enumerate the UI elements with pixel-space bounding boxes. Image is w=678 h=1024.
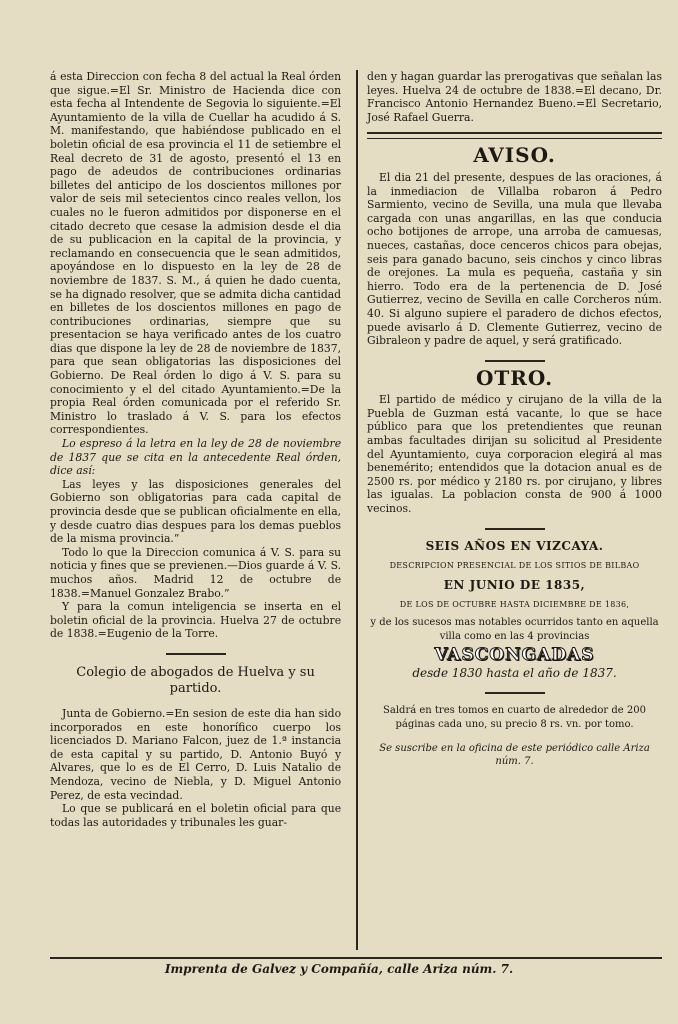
right-column — [364, 70, 662, 950]
junta-text: Junta de Gobierno.=En sesion de este dia han sido incorporados en este honorífico cuerpo los licenciados D. Mariano Falcon, juez de 1.ª instancia de esta capital y su partido, D. Antonio Buyó y Alvares, que lo es de El Cerro, D. Luis Natalio de Mendoza, vecino de Niebla, y D. Miguel Antonio Perez, de esta vecindad. — [50, 706, 342, 802]
otro-title: OTRO. — [475, 365, 554, 390]
column-divider — [356, 70, 358, 950]
subscription-note: Se suscribe en la oficina de este periódico calle Ariza núm. 7. — [379, 742, 650, 768]
section-divider — [166, 653, 226, 655]
otro-divider — [485, 360, 545, 362]
law-quote: Las leyes y las disposiciones generales del Gobierno son obligatorias para cada capital de provincia desde que se publican oficialmente en ella, y desde cuatro dias despues para los demas pueblos de la misma provincia.” — [50, 477, 342, 546]
aviso-rule — [367, 132, 662, 139]
book-subtitle-1: DESCRIPCION PRESENCIAL DE LOS SITIOS DE BILBAO — [389, 561, 640, 571]
book-subtitle-2: EN JUNIO DE 1835, — [443, 577, 586, 592]
insertion-note: Y para la comun inteligencia se inserta en el boletin oficial de la provincia. Huelva 27 de octubre de 1838.=Eugenio de la Torre. — [50, 600, 342, 641]
imprint-footer: Imprenta de Galvez y Compañía, calle Ariza núm. 7. — [164, 962, 514, 976]
book-subtitle-4: y de los sucesos mas notables ocurridos tanto en aquella villa como en las 4 provincias — [370, 617, 659, 642]
book-subtitle-6: desde 1830 hasta el año de 1837. — [412, 665, 617, 680]
book-subtitle-3: DE LOS DE OCTUBRE HASTA DICIEMBRE DE 1836, — [399, 600, 630, 610]
section-title: Colegio de abogados de Huelva y su partido. — [76, 664, 315, 696]
book-info-divider — [485, 692, 545, 694]
book-info: Saldrá en tres tomos en cuarto de alrededor de 200 páginas cada uno, su precio 8 rs. vn. por tomo. — [383, 705, 646, 730]
columns — [50, 70, 662, 950]
book-divider — [485, 528, 545, 530]
book-title: SEIS AÑOS EN VIZCAYA. — [425, 538, 604, 553]
law-quote-intro: Lo espreso á la letra en la ley de 28 de noviembre de 1837 que se cita en la antecedente Real órden, dice así: — [50, 437, 342, 478]
aviso-title: AVISO. — [473, 143, 556, 168]
book-subtitle-5: VASCONGADAS — [434, 645, 595, 666]
left-column — [50, 70, 350, 950]
otro-text: El partido de médico y cirujano de la villa de la Puebla de Guzman está vacante, lo que se hace público para que los pretendientes que reunan ambas facultades dirijan su solicitud al Presidente del Ayuntamiento, cuya corporacion elegirá al mas benemérito; entendidos que la dotacion anual es de 2500 rs. por médico y 2180 rs. por cirujano, y libres las igualas. La poblacion consta de 900 á 1000 vecinos. — [367, 393, 662, 516]
continuation-text: den y hagan guardar las prerogativas que señalan las leyes. Huelva 24 de octubre de 1838.=El decano, Dr. Francisco Antonio Hernandez Bueno.=El Secretario, José Rafael Guerra. — [367, 70, 662, 124]
footer-rule — [50, 957, 662, 959]
publication-note: Lo que se publicará en el boletin oficial para que todas las autoridades y tribunales les guar- — [50, 802, 342, 829]
direccion-communication: Todo lo que la Direccion comunica á V. S. para su noticia y fines que se previenen.—Dios guarde á V. S. muchos años. Madrid 12 de octubre de 1838.=Manuel Gonzalez Brabo.” — [50, 545, 342, 600]
aviso-text: El dia 21 del presente, despues de las oraciones, á la inmediacion de Villalba robaron á Pedro Sarmiento, vecino de Sevilla, una mula que llevaba cargada con unas angarillas, en las que conducia ocho botijones de arrope, una arroba de camuesas, nueces, castañas, doce cenceros chicos para obejas, seis para ganado bacuno, seis cinchos y cinco libras de orejones. La mula es pequeña, castaña y sin hierro. Todo era de la pertenencia de D. José Gutierrez, vecino de Sevilla en calle Corcheros núm. 40. Si alguno supiere el paradero de dichos efectos, puede avisarlo á D. Clemente Gutierrez, vecino de Gibraleon y padre de aquel, y será gratificado. — [367, 170, 662, 348]
royal-order-text: á esta Direccion con fecha 8 del actual la Real órden que sigue.=El Sr. Ministro de Hacienda dice con esta fecha al Intendente de Segovia lo siguiente.=El Ayuntamiento de la villa de Cuellar ha acudido á S. M. manifestando, que habiéndose publicado en el boletin oficial de esa provincia el 11 de setiembre el Real decreto de 31 de agosto, presentó el 13 en pago de adeudos de contribuciones ordinarias billetes del anticipo de los doscientos millones por valor de seis mil setecientos cinco reales vellon, los cuales no le fueron admitidos por disponerse en el citado decreto que cesase la admision desde el dia de su publicacion en la capital de la provincia, y reclamando en consecuencia que le sean admitidos, apoyándose en lo dispuesto en la ley de 28 de noviembre de 1837. S. M., á quien he dado cuenta, se ha dignado resolver, que se admita dicha cantidad en billetes de los doscientos millones en pago de contribuciones ordinarias, siempre que su presentacion se haya verificado antes de los cuatro dias que dispone la ley de 28 de noviembre de 1837, para que sean obligatorias las disposiciones del Gobierno. De Real órden lo digo á V. S. para su conocimiento y el del citado Ayuntamiento.=De la propia Real órden comunicada por el referido Sr. Ministro lo traslado á V. S. para los efectos correspondientes. — [50, 70, 342, 437]
